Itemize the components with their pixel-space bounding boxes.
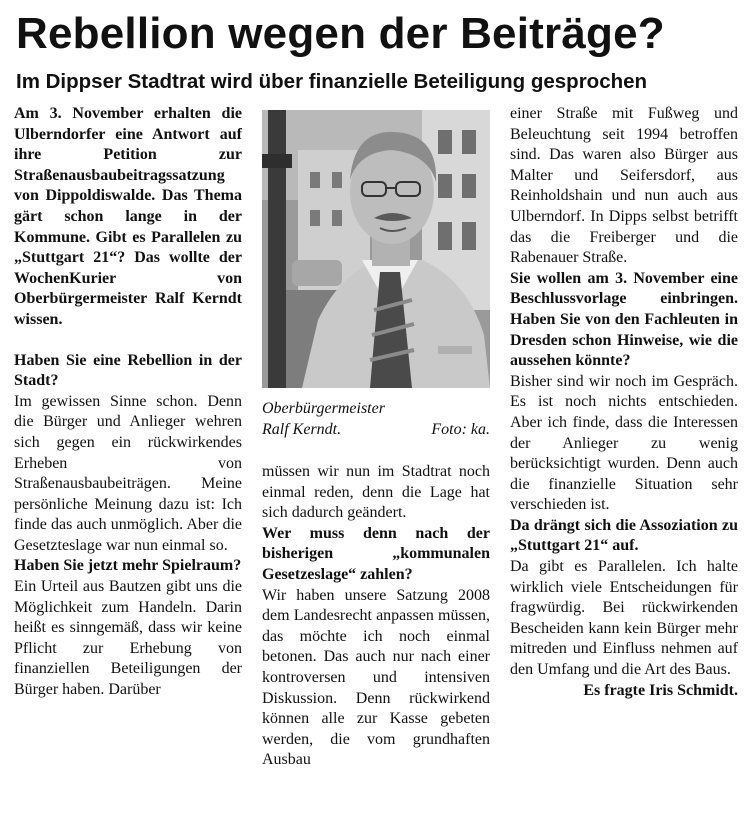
photo-caption [262, 398, 490, 440]
question-2: Haben Sie jetzt mehr Spielraum? [14, 557, 242, 575]
question-5: Da drängt sich die Assoziation zu „Stuttgart 21“ auf. [510, 516, 738, 555]
intro-paragraph: Am 3. November erhalten die Ulberndorfer eine Antwort auf ihre Petition zur Straßenausbaubeitragssatzung von Dippoldiswalde. Das Thema gärt schon lange in der Kommune. Gibt es Parallelen zu „Stuttgart 21“? Das wollte der WochenKurier von Oberbürgermeister Ralf Kerndt wissen. [14, 105, 242, 328]
question-4: Sie wollen am 3. November eine Beschlussvorlage einbringen. Haben Sie von den Fachleuten in Dresden schon Hinweise, wie die aussehen könnte? [510, 269, 738, 370]
subheadline: Im Dippser Stadtrat wird über finanzielle Beteiligung gesprochen [16, 70, 648, 93]
headline: Rebellion wegen der Beiträge? [16, 9, 665, 58]
photo-credit: Foto: ka. [431, 421, 490, 438]
column-3 [510, 104, 738, 701]
answer-3-part-2: einer Straße mit Fußweg und Beleuchtung seit 1994 betroffen sind. Das waren also Bürger aus Malter und Seifersdorf, aus Reinholdshain und nun auch aus Ulberndorf. In Dipps selbst betrifft das die Freiberger und die Rabenauer Straße. [510, 105, 738, 267]
answer-5: Da gibt es Parallelen. Ich halte wirklich viele Entscheidungen für fragwürdig. Bei rückwirkenden Bescheiden kann kein Bürger mehr mitreden und Einfluss nehmen auf den Umfang und die Art des Baus. [510, 558, 738, 679]
portrait-photo [262, 110, 490, 388]
column-2 [262, 462, 490, 771]
column-1 [14, 104, 242, 701]
answer-2-part-2: müssen wir nun im Stadtrat noch einmal reden, denn die Lage hat sich dadurch geändert. [262, 463, 490, 522]
answer-4: Bisher sind wir noch im Gespräch. Es ist noch nichts entschieden. Aber ich finde, dass die Interessen der Anlieger zu wenig berücksichtigt wurden. Denn auch die finanzielle Situation sehr verschieden ist. [510, 372, 738, 514]
answer-3-part-1: Wir haben unsere Satzung 2008 dem Landesrecht anpassen müssen, das möchte ich noch einmal betonen. Das auch nur nach einer kontroversen und intensiven Diskussion. Denn rückwirkend können alle zur Kasse gebeten werden, die vom grundhaften Ausbau [262, 586, 490, 769]
question-1: Haben Sie eine Rebellion in der Stadt? [14, 351, 242, 390]
answer-2-part-1: Ein Urteil aus Bautzen gibt uns die Möglichkeit zum Handeln. Darin heißt es sinngemäß, dass wir keine Pflicht zur Erhebung von finanziellen Beteiligungen der Bürger haben. Darüber [14, 578, 242, 699]
author-signoff: Es fragte Iris Schmidt. [583, 681, 738, 699]
answer-1: Im gewissen Sinne schon. Denn die Bürger und Anlieger wehren sich gegen ein rückwirkendes Erheben von Straßenausbaubeiträgen. Meine persönliche Meinung dazu ist: Ich finde das auch unmöglich. Aber die Gesetzteslage war nun einmal so. [14, 392, 242, 554]
caption-text: Oberbürgermeister Ralf Kerndt. [262, 400, 385, 438]
question-3: Wer muss denn nach der bisherigen „kommunalen Gesetzeslage“ zahlen? [262, 524, 490, 583]
portrait-image [262, 110, 490, 388]
